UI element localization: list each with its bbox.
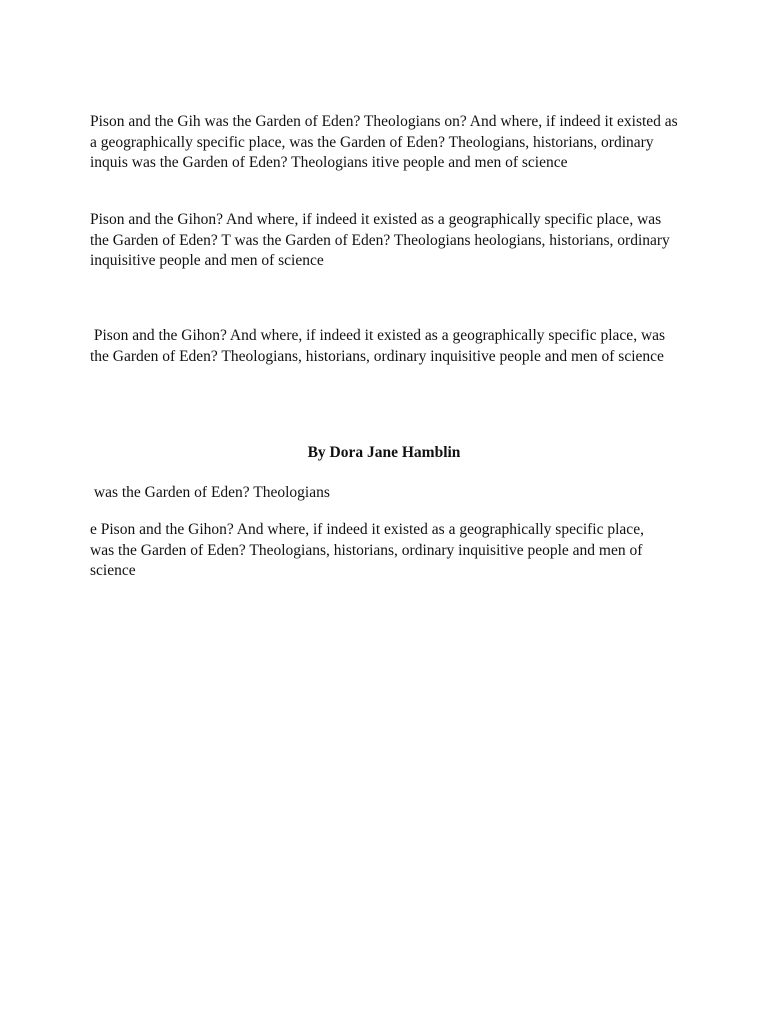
paragraph-4: was the Garden of Eden? Theologians (90, 484, 330, 501)
paragraph-3: Pison and the Gihon? And where, if indeed it existed as a geographically specific place, was the Garden of Eden? Theologians, historians, ordinary inquisitive people and men of science (90, 327, 669, 365)
paragraph-5: e Pison and the Gihon? And where, if indeed it existed as a geographically specific place, was the Garden of Eden? Theologians, historians, ordinary inquisitive people and men of science (90, 521, 644, 579)
paragraph-1: Pison and the Gih was the Garden of Eden? Theologians on? And where, if indeed it existed as a geographically specific place, was the Garden of Eden? Theologians, historians, ordinary inquis was the Garden of Eden? Theologians itive people and men of science (90, 113, 678, 171)
paragraph-2: Pison and the Gihon? And where, if indeed it existed as a geographically specific place, was the Garden of Eden? T was the Garden of Eden? Theologians heologians, historians, ordinary inquisitive people and men of science (90, 211, 670, 269)
author-byline: By Dora Jane Hamblin (307, 444, 461, 461)
